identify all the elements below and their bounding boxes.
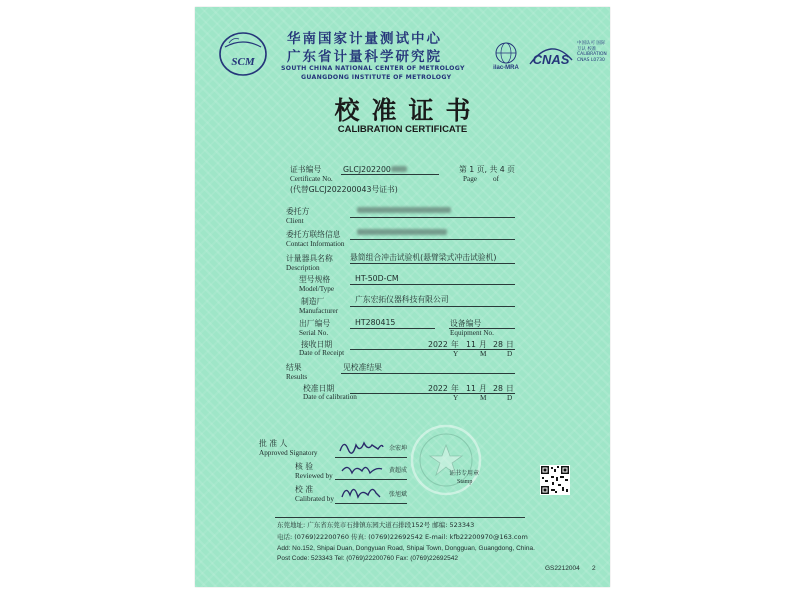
calibrated-label-cn: 校 准 (295, 485, 314, 494)
manufacturer-label-cn: 制造厂 (301, 297, 325, 306)
manufacturer-value: 广东宏拓仪器科技有限公司 (355, 295, 449, 304)
serial-label-en: Serial No. (299, 329, 329, 337)
model-label-cn: 型号规格 (299, 275, 331, 284)
divider (350, 217, 515, 218)
redacted-certificate-suffix (391, 166, 407, 172)
redacted-contact-info (357, 229, 447, 235)
cnas-logo (527, 40, 575, 72)
results-label-en: Results (286, 373, 308, 381)
calibration-day: 28 (493, 384, 503, 393)
calibration-y-label: Y (453, 394, 459, 402)
divider (449, 328, 515, 329)
calibration-certificate (195, 7, 610, 587)
serial-label-cn: 出厂编号 (299, 319, 331, 328)
scm-logo-text: SCM (231, 56, 255, 68)
footer-phone-cn: 电话: (0769)22200760 传真: (0769)22692542 E-mail: kfb22200970@163.com (277, 533, 528, 541)
org-name-cn-1: 华南国家计量测试中心 (287, 31, 442, 47)
page-label-cn: 第 1 页, 共 4 页 (459, 165, 515, 174)
org-name-en-2: GUANGDONG INSTITUTE OF METROLOGY (301, 74, 452, 81)
contact-label-cn: 委托方联络信息 (286, 230, 341, 239)
footer-phone-en: Post Code: 523343 Tel: (0769)22200760 Fax: (0769)22692542 (277, 555, 458, 562)
calibration-year-label: 年 (451, 384, 459, 393)
receipt-day: 28 (493, 340, 503, 349)
receipt-day-label: 日 (506, 340, 514, 349)
model-label-en: Model/Type (299, 285, 335, 293)
calibration-d-label: D (507, 394, 513, 402)
certificate-no-label-en: Certificate No. (290, 175, 333, 183)
contact-label-en: Contact Information (286, 240, 345, 248)
certificate-no-label-cn: 证书编号 (290, 165, 322, 174)
calibration-month-label: 月 (479, 384, 487, 393)
divider (341, 174, 439, 175)
calibrated-name: 张旭斌 (389, 491, 408, 498)
scm-logo (217, 29, 269, 79)
title-cn: 校准证书 (334, 96, 483, 125)
approved-name: 余宏坤 (389, 445, 408, 452)
certificate-no-value: GLCJ202200 (343, 165, 391, 174)
receipt-m-label: M (480, 350, 487, 358)
cnas-subtitle: 中国认可 国际互认 校准 CALIBRATION CNAS L0730 (577, 41, 607, 63)
client-label-en: Client (286, 217, 304, 225)
calibrated-label-en: Calibrated by (295, 495, 334, 503)
receipt-label-en: Date of Receipt (299, 349, 345, 357)
receipt-month-label: 月 (479, 340, 487, 349)
reviewed-signature (340, 459, 384, 479)
approved-label-cn: 批 准 人 (259, 439, 288, 448)
approved-label-en: Approved Signatory (259, 449, 318, 457)
divider (350, 263, 515, 264)
calibration-date-label-cn: 校准日期 (303, 384, 335, 393)
divider (350, 239, 515, 240)
org-name-cn-2: 广东省计量科学研究院 (287, 49, 442, 65)
model-value: HT-50D-CM (355, 274, 399, 283)
calibration-m-label: M (480, 394, 487, 402)
title-en: CALIBRATION CERTIFICATE (337, 124, 468, 135)
stamp-label-cn: 证书专用章 (449, 470, 480, 477)
cnas-text: CNAS (532, 52, 570, 67)
ilac-mra-text: ilac-MRA (493, 65, 519, 71)
results-value: 见校准结果 (343, 363, 382, 372)
instrument-label-cn: 计量器具名称 (286, 254, 333, 263)
footer-address-cn: 东莞地址: 广东省东莞市石排镇东园大道石排段152号 邮编: 523343 (277, 521, 475, 529)
divider (350, 349, 515, 350)
divider (350, 328, 435, 329)
equipment-label-cn: 设备编号 (450, 319, 482, 328)
instrument-label-en: Description (286, 264, 320, 272)
receipt-d-label: D (507, 350, 513, 358)
divider (350, 284, 515, 285)
instrument-value: 悬简组合冲击试验机(悬臂梁式冲击试验机) (350, 253, 497, 262)
receipt-month: 11 (466, 340, 476, 349)
divider (341, 373, 515, 374)
footer-address-en: Add: No.152, Shipai Duan, Dongyuan Road, Shipai Town, Dongguan, Guangdong, China. (277, 545, 535, 552)
calibration-day-label: 日 (506, 384, 514, 393)
client-label-cn: 委托方 (286, 207, 310, 216)
document-page-number: 2 (592, 565, 596, 572)
receipt-year-label: 年 (451, 340, 459, 349)
divider (335, 457, 407, 458)
ilac-mra-logo (488, 40, 524, 72)
qr-code (540, 465, 570, 495)
calibrated-signature (340, 481, 382, 503)
results-label-cn: 结果 (286, 363, 302, 372)
reviewed-label-cn: 核 验 (295, 462, 314, 471)
approved-signature (338, 437, 384, 457)
manufacturer-label-en: Manufacturer (299, 307, 339, 315)
document-code: GS2212004 (545, 565, 580, 572)
certificate-replaces: (代替GLCJ202200043号证书) (290, 185, 398, 194)
page-label-en-left: Page (463, 175, 477, 183)
reviewed-label-en: Reviewed by (295, 472, 333, 480)
receipt-year: 2022 (428, 340, 448, 349)
calibration-date-label-en: Date of calibration (303, 393, 357, 401)
divider (350, 393, 515, 394)
divider (350, 306, 515, 307)
redacted-client-name (357, 207, 451, 213)
calibration-year: 2022 (428, 384, 448, 393)
serial-value: HT280415 (355, 318, 396, 327)
stamp-label-en: Stamp (457, 479, 473, 485)
calibration-month: 11 (466, 384, 476, 393)
org-name-en-1: SOUTH CHINA NATIONAL CENTER OF METROLOGY (281, 65, 465, 72)
receipt-label-cn: 接收日期 (301, 340, 333, 349)
divider (335, 479, 407, 480)
equipment-label-en: Equipment No. (450, 329, 494, 337)
receipt-y-label: Y (453, 350, 459, 358)
reviewed-name: 黄超成 (389, 467, 408, 474)
footer-divider (275, 517, 525, 518)
page-label-en-right: of (493, 175, 499, 183)
divider (335, 503, 407, 504)
